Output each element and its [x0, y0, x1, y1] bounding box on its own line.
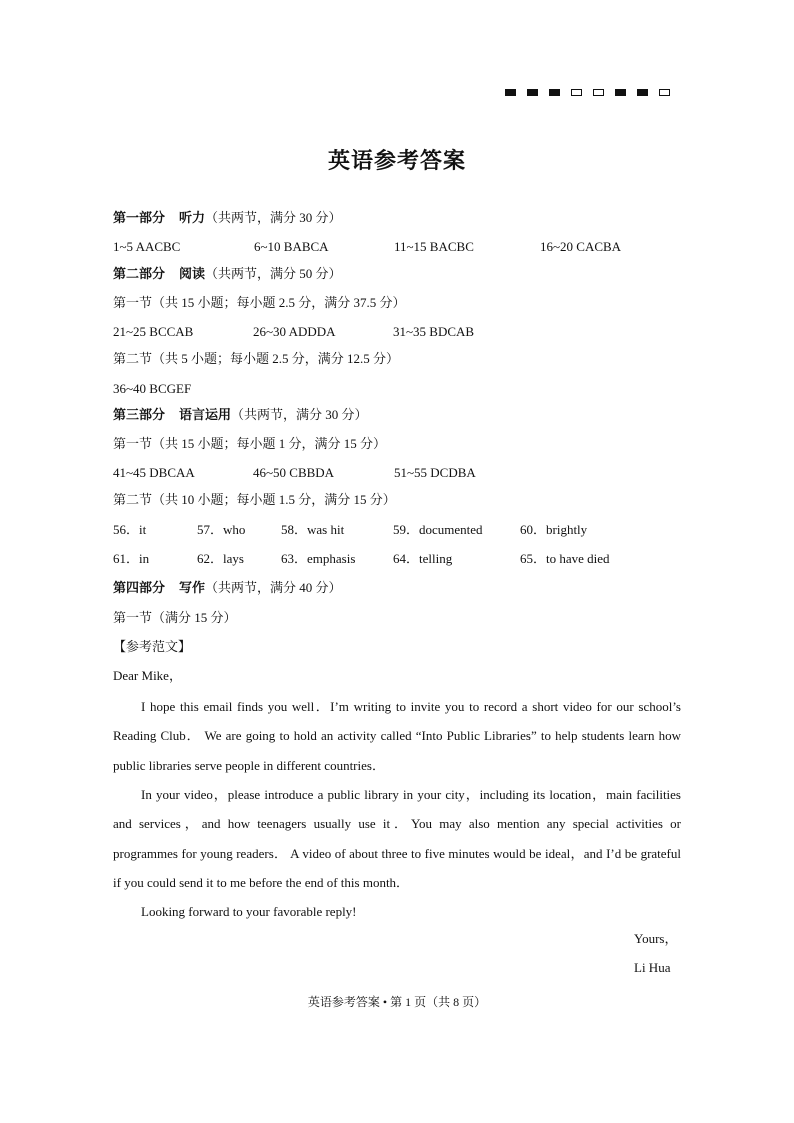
letter-signature: Li Hua [634, 960, 671, 975]
sample-essay-label: 【参考范文】 [113, 639, 192, 654]
cloze-answer: 58．was hit [281, 522, 345, 537]
header-mark [505, 89, 516, 96]
part1-label: 第一部分 [113, 210, 166, 225]
part4-section1: 第一节（满分 15 分） [113, 610, 237, 625]
cloze-answer: 62．lays [197, 551, 244, 566]
answer-group: 51~55 DCDBA [394, 465, 476, 480]
cloze-answer: 57．who [197, 522, 246, 537]
answer-group: 1~5 AACBC [113, 239, 181, 254]
part4-label: 第四部分 [113, 580, 166, 595]
part4-name: 写作 [179, 580, 206, 595]
part3-label: 第三部分 [113, 407, 166, 422]
answer-group: 36~40 BCGEF [113, 381, 192, 396]
page-title: 英语参考答案 [327, 148, 466, 173]
letter-paragraph: I hope this email finds you well．I’m writing to invite you to record a short video for our school’s Reading Club． We are going to hold an activity called “Into Public Libraries” to help students learn how public libraries serve people in different countries． [113, 699, 681, 773]
cloze-answer: 65．to have died [520, 551, 610, 566]
answer-group: 21~25 BCCAB [113, 324, 194, 339]
part3-note: （共两节，满分 30 分） [231, 407, 368, 422]
cloze-answer: 61．in [113, 551, 150, 566]
letter-greeting: Dear Mike， [113, 668, 182, 683]
answer-group: 26~30 ADDDA [253, 324, 336, 339]
part1-note: （共两节，满分 30 分） [205, 210, 342, 225]
header-mark [571, 89, 582, 96]
header-marks [505, 89, 681, 96]
part4-note: （共两节，满分 40 分） [205, 580, 342, 595]
part2-name: 阅读 [179, 266, 206, 281]
part3-section1: 第一节（共 15 小题；每小题 1 分，满分 15 分） [113, 436, 387, 451]
answer-group: 11~15 BACBC [394, 239, 474, 254]
answer-group: 41~45 DBCAA [113, 465, 195, 480]
letter-paragraph: In your video，please introduce a public library in your city，including its location，main facilities and services，and how teenagers usually use it．You may also mention any special activities or programmes for young readers． A video of about three to five minutes would be ideal，and I’d be grateful if you could send it to me before the end of this month． [113, 787, 681, 890]
answer-group: 31~35 BDCAB [393, 324, 475, 339]
cloze-answer: 64．telling [393, 551, 453, 566]
part2-section1: 第一节（共 15 小题；每小题 2.5 分，满分 37.5 分） [113, 295, 406, 310]
header-mark [659, 89, 670, 96]
page-footer: 英语参考答案 • 第 1 页（共 8 页） [307, 995, 487, 1009]
part2-note: （共两节，满分 50 分） [205, 266, 342, 281]
answer-group: 16~20 CACBA [540, 239, 622, 254]
answer-group: 46~50 CBBDA [253, 465, 335, 480]
header-mark [637, 89, 648, 96]
cloze-answer: 59．documented [393, 522, 483, 537]
answer-group: 6~10 BABCA [254, 239, 329, 254]
part3-heading [113, 406, 368, 424]
header-mark [527, 89, 538, 96]
cloze-answer: 60．brightly [520, 522, 588, 537]
part3-name: 语言运用 [179, 407, 232, 422]
cloze-answer: 63．emphasis [281, 551, 356, 566]
part2-section2: 第二节（共 5 小题；每小题 2.5 分，满分 12.5 分） [113, 351, 400, 366]
header-mark [549, 89, 560, 96]
header-mark [593, 89, 604, 96]
letter-paragraph: Looking forward to your favorable reply! [141, 904, 357, 919]
letter-closing: Yours， [634, 931, 678, 946]
cloze-answer: 56．it [113, 522, 147, 537]
part3-section2: 第二节（共 10 小题；每小题 1.5 分，满分 15 分） [113, 492, 396, 507]
part1-name: 听力 [179, 210, 206, 225]
part1-heading [113, 209, 342, 227]
part2-heading [113, 265, 342, 283]
part4-heading [113, 579, 342, 597]
part2-label: 第二部分 [113, 266, 166, 281]
header-mark [615, 89, 626, 96]
